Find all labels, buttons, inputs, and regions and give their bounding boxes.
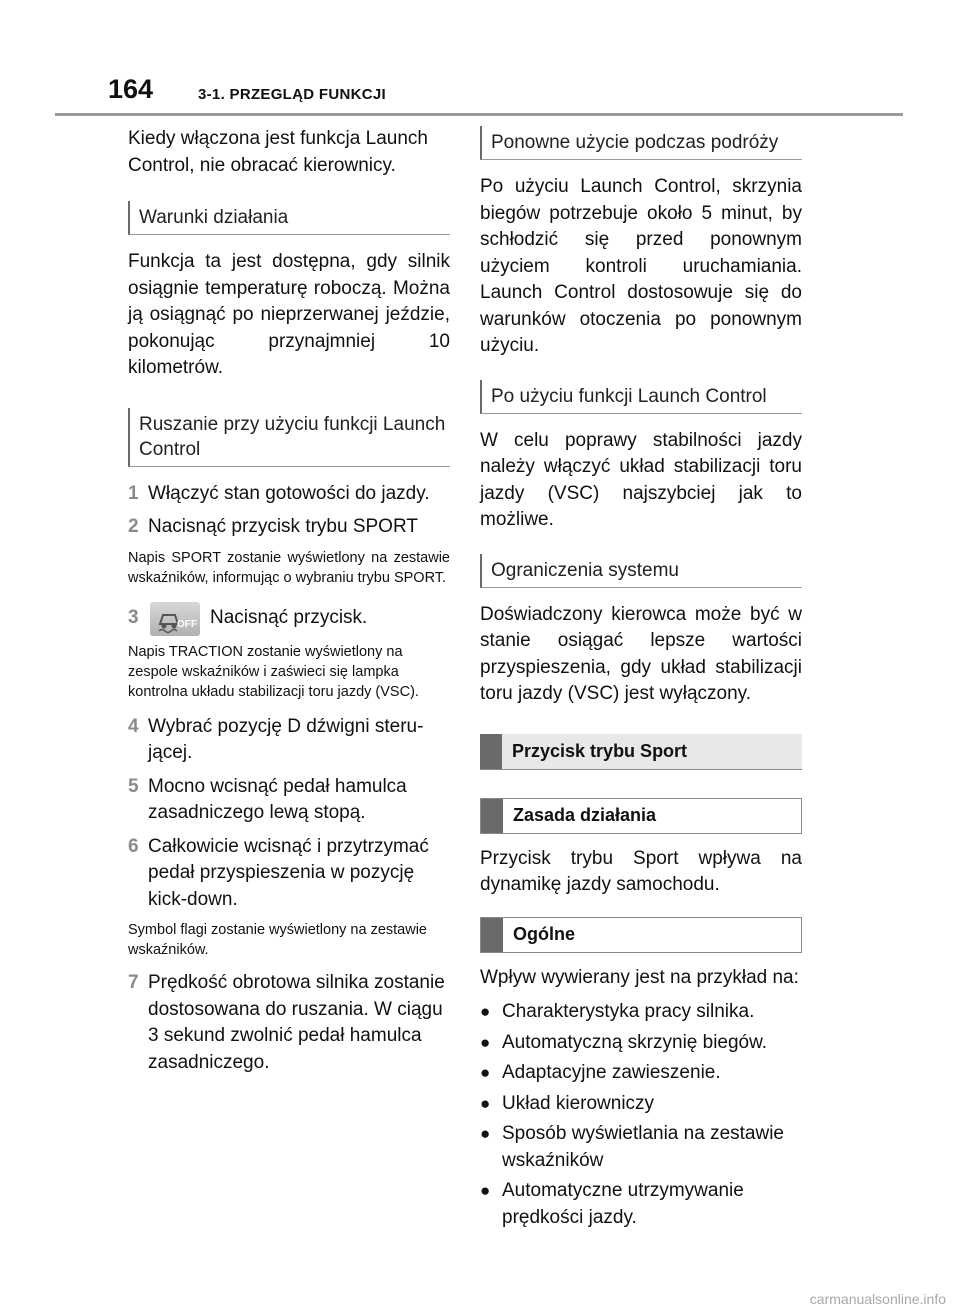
list-item-text: Automatyczne utrzymywanie prędkości jazdy.	[502, 1180, 744, 1228]
step-2	[128, 514, 450, 541]
step-text: Prędkość obrotowa silnika zostanie dostosowana do ruszania. W ciągu 3 sekund zwolnić pedał hamulca zasadniczego.	[148, 972, 445, 1073]
step-number: 1	[128, 482, 139, 504]
after-text: W celu poprawy stabilności jazdy należy włączyć układ stabilizacji toru jazdy (VSC) najszybciej jak to możliwe.	[480, 429, 802, 530]
step-text: Całkowicie wcisnąć i przytrzymać pedał przyspieszenia w pozycję kick-down.	[148, 835, 429, 910]
note-step-3: Napis TRACTION zostanie wyświetlony na zespole wskaźników i zaświeci się lampka kontrolna układu stabilizacji toru jazdy (VSC).	[128, 643, 419, 700]
step-7	[128, 970, 450, 1076]
step-number: 7	[128, 972, 139, 993]
list-item-text: Automatyczną skrzynię biegów.	[502, 1031, 768, 1053]
header-rule	[55, 113, 903, 116]
section-heading-sport	[480, 734, 802, 770]
step-4	[128, 714, 450, 767]
step-text: Włączyć stan gotowości do jazdy.	[148, 482, 430, 504]
subheading-limits: Ograniczenia systemu	[480, 554, 802, 588]
bullet-dot-icon: ●	[480, 1093, 491, 1113]
heading-marker	[480, 734, 502, 769]
subheading-reuse: Ponowne użycie podczas podróży	[480, 126, 802, 160]
section-heading-text: Ogólne	[513, 924, 575, 944]
section-heading-text: Zasada działania	[513, 805, 657, 825]
general-text: Wpływ wywierany jest na przykład na:	[480, 966, 799, 988]
list-item-text: Charakterystyka pracy silnika.	[502, 1001, 755, 1022]
icon-off-label: OFF	[177, 618, 197, 630]
principle-text: Przycisk trybu Sport wpływa na dynamikę jazdy samochodu.	[480, 847, 802, 895]
step-text: Nacisnąć przycisk trybu SPORT	[148, 516, 418, 537]
list-item	[480, 1060, 802, 1087]
bullet-list	[480, 999, 802, 1231]
limits-text: Doświadczony kierowca może być w stanie osiągać lepsze wartości przyspieszenia, gdy układ stabilizacji toru jazdy (VSC) jest wyłączony.	[480, 603, 802, 704]
chapter-title: 3-1. PRZEGLĄD FUNKCJI	[198, 86, 386, 103]
note-step-2: Napis SPORT zostanie wyświetlony na zestawie wskaźników, informując o wybraniu trybu SPORT.	[128, 549, 450, 586]
heading-marker	[481, 799, 503, 833]
list-item-text: Układ kierowniczy	[502, 1092, 655, 1114]
note-step-6: Symbol flagi zostanie wyświetlony na zestawie wskaźników.	[128, 922, 427, 958]
list-item-text: Adaptacyjne zawieszenie.	[502, 1062, 721, 1083]
left-column	[128, 126, 450, 1076]
section-heading-principle	[480, 798, 802, 834]
step-number: 5	[128, 775, 139, 797]
step-5	[128, 774, 450, 827]
watermark: carmanualsonline.info	[809, 1291, 946, 1307]
list-item	[480, 999, 802, 1026]
list-item	[480, 1030, 802, 1057]
intro-text: Kiedy włączona jest funkcja Launch Control, nie obracać kierownicy.	[128, 128, 428, 176]
list-item	[480, 1121, 802, 1174]
step-number: 2	[128, 516, 139, 537]
step-text: Wybrać pozycję D dźwigni sterującej.	[148, 715, 424, 763]
bullet-dot-icon: ●	[480, 1124, 491, 1143]
subheading-start: Ruszanie przy użyciu funkcji Launch Control	[128, 408, 450, 467]
list-item	[480, 1178, 802, 1231]
bullet-dot-icon: ●	[480, 1063, 491, 1082]
bullet-dot-icon: ●	[480, 1181, 491, 1200]
bullet-dot-icon: ●	[480, 1002, 491, 1021]
section-heading-general	[480, 917, 802, 953]
bullet-dot-icon: ●	[480, 1032, 491, 1052]
step-number: 3	[128, 607, 139, 629]
section-heading-text: Przycisk trybu Sport	[512, 740, 688, 761]
subheading-after: Po użyciu funkcji Launch Control	[480, 380, 802, 414]
right-column	[480, 126, 802, 1231]
subheading-conditions: Warunki działania	[128, 201, 450, 235]
step-1	[128, 481, 450, 508]
step-6	[128, 834, 450, 914]
step-number: 4	[128, 715, 139, 737]
list-item	[480, 1091, 802, 1118]
step-text: Nacisnąć przycisk.	[210, 607, 368, 629]
page-number: 164	[108, 74, 154, 104]
step-number: 6	[128, 835, 139, 857]
heading-marker	[481, 918, 503, 952]
traction-off-button-icon	[150, 602, 200, 636]
reuse-text: Po użyciu Launch Control, skrzynia biegów potrzebuje około 5 minut, by schłodzić się przed ponownym użyciem kontroli uruchamiania. Launch Control dostosowuje się do warunków otoczenia po ponownym użyciu.	[480, 176, 802, 356]
step-3	[128, 602, 450, 636]
list-item-text: Sposób wyświetlania na zestawie wskaźników	[502, 1123, 784, 1171]
conditions-text: Funkcja ta jest dostępna, gdy silnik osiągnie temperaturę roboczą. Można ją osiągnąć po nieprzerwanej jeździe, pokonując przynajmniej 10 kilometrów.	[128, 251, 450, 378]
step-text: Mocno wcisnąć pedał hamulca zasadniczego lewą stopą.	[148, 775, 407, 823]
